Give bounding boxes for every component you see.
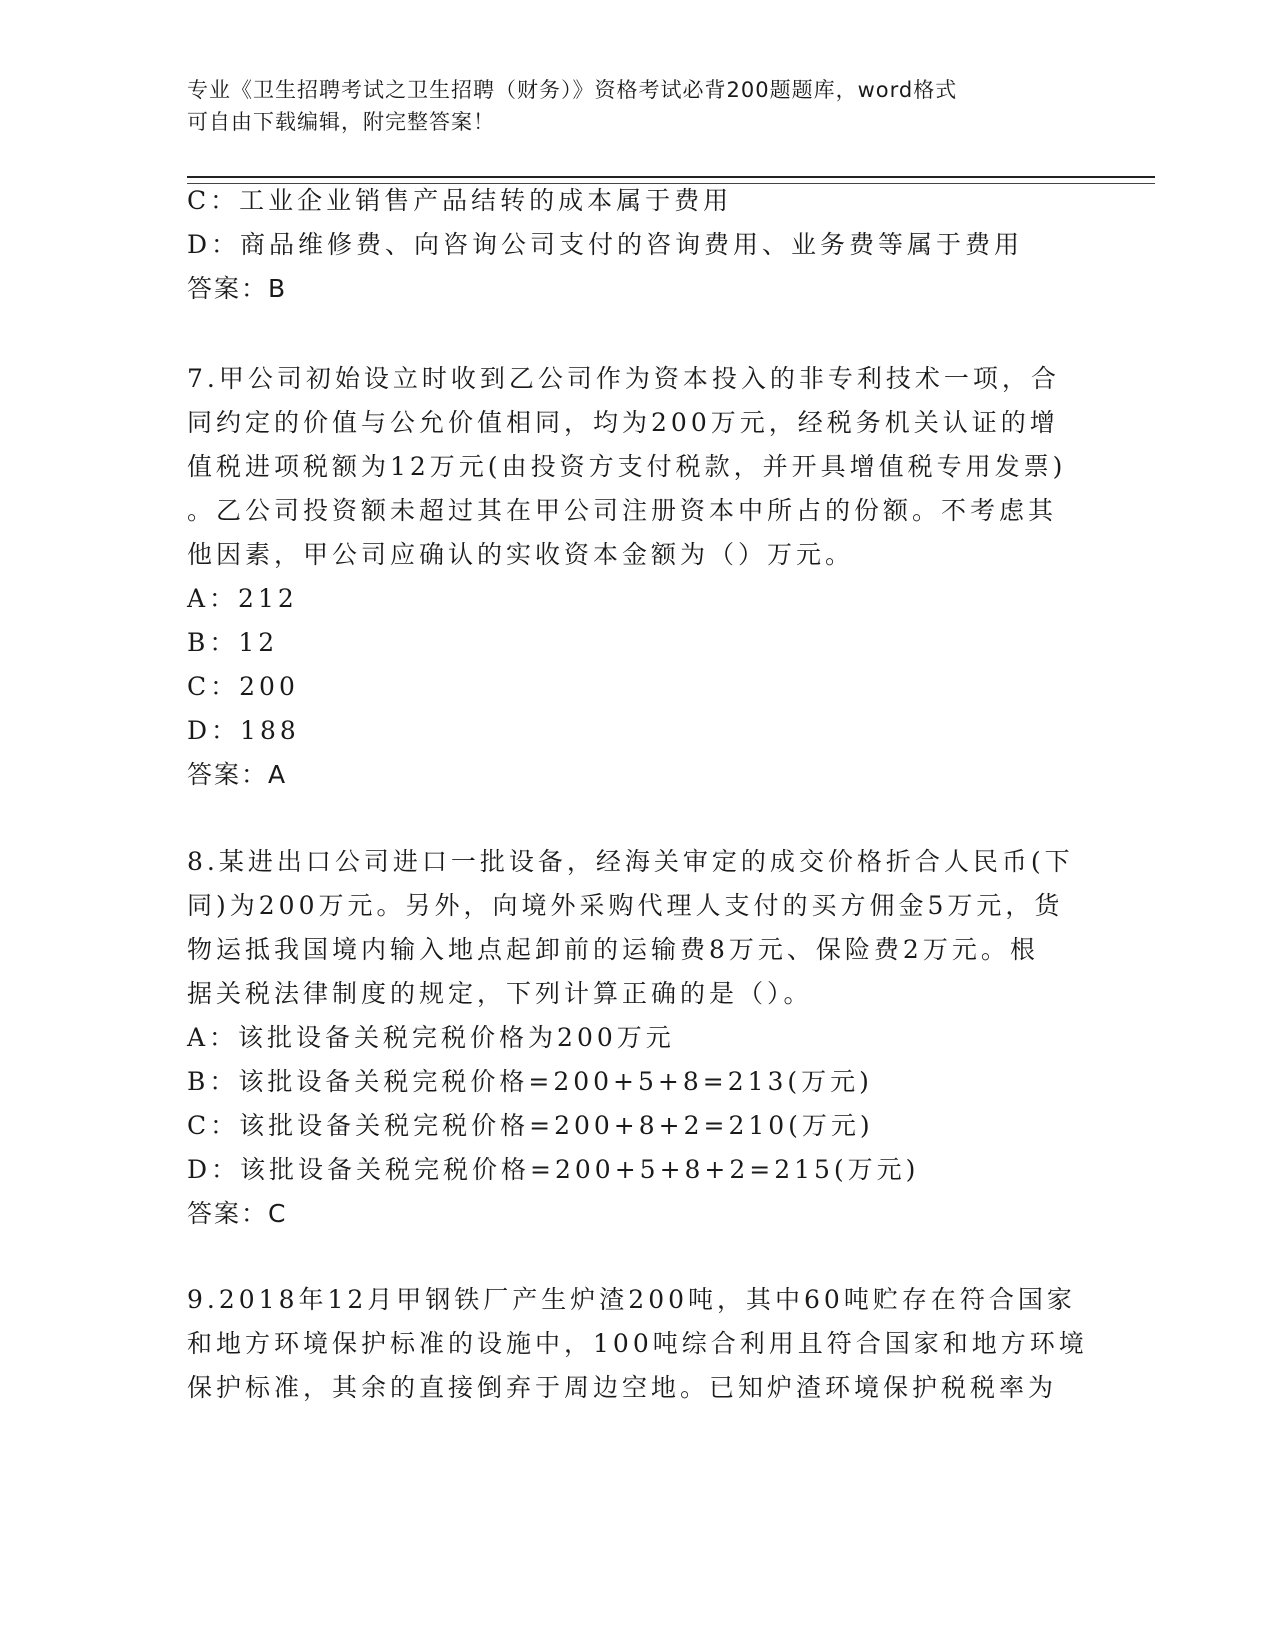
prev-option-c: C：工业企业销售产品结转的成本属于费用	[187, 186, 733, 215]
header-line-2: 可自由下载编辑，附完整答案！	[187, 110, 495, 134]
q8-option: D：该批设备关税完税价格=200+5+8+2=215(万元)	[187, 1155, 920, 1184]
q7-option: D：188	[187, 716, 300, 745]
q9-stem-line: 9.2018年12月甲钢铁厂产生炉渣200吨，其中60吨贮存在符合国家	[187, 1285, 1076, 1314]
q8-option: C：该批设备关税完税价格=200+8+2=210(万元)	[187, 1111, 874, 1140]
q7-stem-line: 。乙公司投资额未超过其在甲公司注册资本中所占的份额。不考虑其	[187, 496, 1058, 525]
q7-answer: 答案：A	[187, 760, 288, 789]
q8-answer: 答案：C	[187, 1199, 288, 1228]
header-line-1: 专业《卫生招聘考试之卫生招聘（财务）》资格考试必背200题题库，word格式	[187, 78, 958, 102]
prev-option-d: D：商品维修费、向咨询公司支付的咨询费用、业务费等属于费用	[187, 230, 1024, 259]
q7-option: A：212	[187, 584, 298, 613]
prev-answer: 答案：B	[187, 274, 288, 303]
q7-stem-line: 同约定的价值与公允价值相同，均为200万元，经税务机关认证的增	[187, 408, 1059, 437]
document-header	[187, 74, 1087, 138]
q9-stem-line: 保护标准，其余的直接倒弃于周边空地。已知炉渣环境保护税税率为	[187, 1373, 1058, 1402]
q8-stem-line: 8.某进出口公司进口一批设备，经海关审定的成交价格折合人民币(下	[187, 847, 1074, 876]
q7-option: C：200	[187, 672, 299, 701]
q7-stem-line: 7.甲公司初始设立时收到乙公司作为资本投入的非专利技术一项，合	[187, 364, 1060, 393]
q9-stem-line: 和地方环境保护标准的设施中，100吨综合利用且符合国家和地方环境	[187, 1329, 1088, 1358]
q7-stem-line: 值税进项税额为12万元(由投资方支付税款，并开具增值税专用发票)	[187, 452, 1067, 481]
q7-option: B：12	[187, 628, 279, 657]
q8-stem-line: 同)为200万元。另外，向境外采购代理人支付的买方佣金5万元，货	[187, 891, 1064, 920]
q8-option: B：该批设备关税完税价格=200+5+8=213(万元)	[187, 1067, 873, 1096]
header-rule-thick	[187, 176, 1155, 178]
q7-stem-line: 他因素，甲公司应确认的实收资本金额为（）万元。	[187, 540, 855, 569]
q8-stem-line: 物运抵我国境内输入地点起卸前的运输费8万元、保险费2万元。根	[187, 935, 1039, 964]
q8-option: A：该批设备关税完税价格为200万元	[187, 1023, 675, 1052]
q8-stem-line: 据关税法律制度的规定，下列计算正确的是（）。	[187, 979, 813, 1008]
